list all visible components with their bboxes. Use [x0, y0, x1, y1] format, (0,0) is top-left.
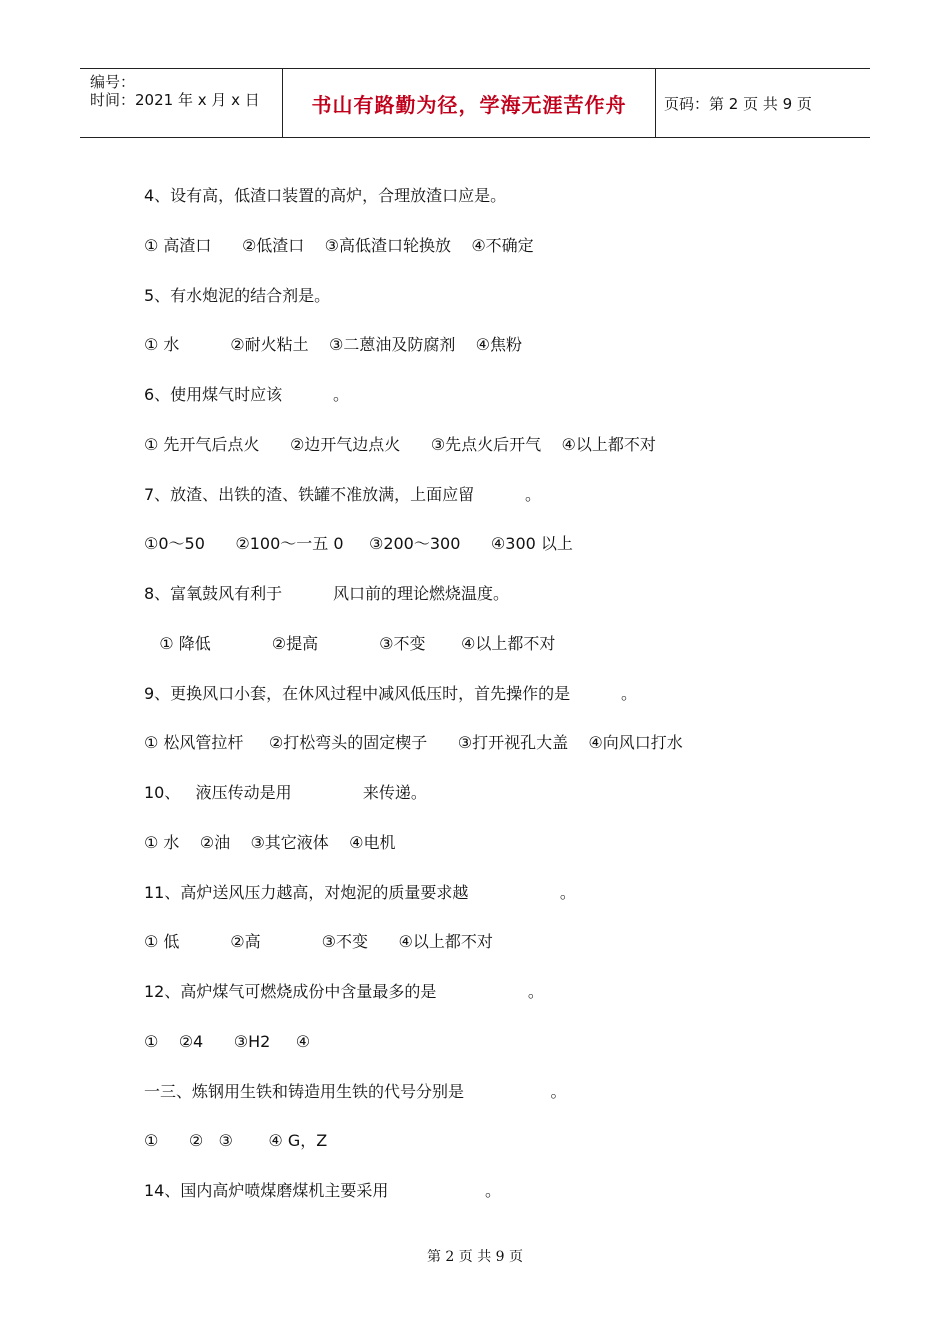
header-motto-cell — [282, 69, 656, 137]
question-13: 一三、炼钢用生铁和铸造用生铁的代号分别是 。 — [144, 1081, 567, 1101]
motto: 书山有路勤为径，学海无涯苦作舟 — [311, 92, 627, 117]
question-13-options: ① ② ③ ④ G，Z — [144, 1131, 328, 1151]
question-5-options: ① 水 ②耐火粘土 ③二蒽油及防腐剂 ④焦粉 — [144, 335, 523, 355]
question-10: 10、 液压传动是用 来传递。 — [144, 783, 427, 802]
question-9: 9、更换风口小套，在休风过程中减风低压时，首先操作的是 。 — [144, 683, 638, 703]
page-header — [80, 68, 870, 138]
question-9-options: ① 松风管拉杆 ②打松弯头的固定楔子 ③打开视孔大盖 ④向风口打水 — [144, 733, 683, 753]
question-6-options: ① 先开气后点火 ②边开气边点火 ③先点火后开气 ④以上都不对 — [144, 434, 656, 454]
question-11-options: ① 低 ②高 ③不变 ④以上都不对 — [144, 932, 493, 952]
question-10-options: ① 水 ②油 ③其它液体 ④电机 — [144, 832, 396, 852]
header-page-cell — [656, 69, 870, 137]
number-label: 编号： — [90, 73, 136, 91]
page-footer: 第 2 页 共 9 页 — [426, 1249, 524, 1265]
question-12: 12、高炉煤气可燃烧成份中含量最多的是 。 — [144, 982, 544, 1001]
question-4-options: ① 高渣口 ②低渣口 ③高低渣口轮换放 ④不确定 — [144, 235, 534, 255]
time-label: 时间：2021 年 x 月 x 日 — [90, 91, 260, 109]
question-8-options: ① 降低 ②提高 ③不变 ④以上都不对 — [144, 633, 556, 653]
header-meta — [80, 69, 282, 137]
question-8: 8、富氧鼓风有利于 风口前的理论燃烧温度。 — [144, 584, 510, 603]
question-12-options: ① ②4 ③H2 ④ — [144, 1031, 311, 1051]
question-4: 4、设有高，低渣口装置的高炉，合理放渣口应是。 — [144, 186, 507, 205]
question-list — [144, 184, 864, 1229]
question-14: 14、国内高炉喷煤磨煤机主要采用 。 — [144, 1181, 501, 1200]
question-7-options: ①0～50 ②100～一五 0 ③200～300 ④300 以上 — [144, 534, 573, 554]
question-7: 7、放渣、出铁的渣、铁罐不准放满，上面应留 。 — [144, 484, 542, 504]
question-5: 5、有水炮泥的结合剂是。 — [144, 285, 331, 305]
page-info: 页码：第 2 页 共 9 页 — [664, 94, 812, 113]
question-11: 11、高炉送风压力越高，对炮泥的质量要求越 。 — [144, 882, 576, 902]
question-6: 6、使用煤气时应该 。 — [144, 385, 350, 404]
